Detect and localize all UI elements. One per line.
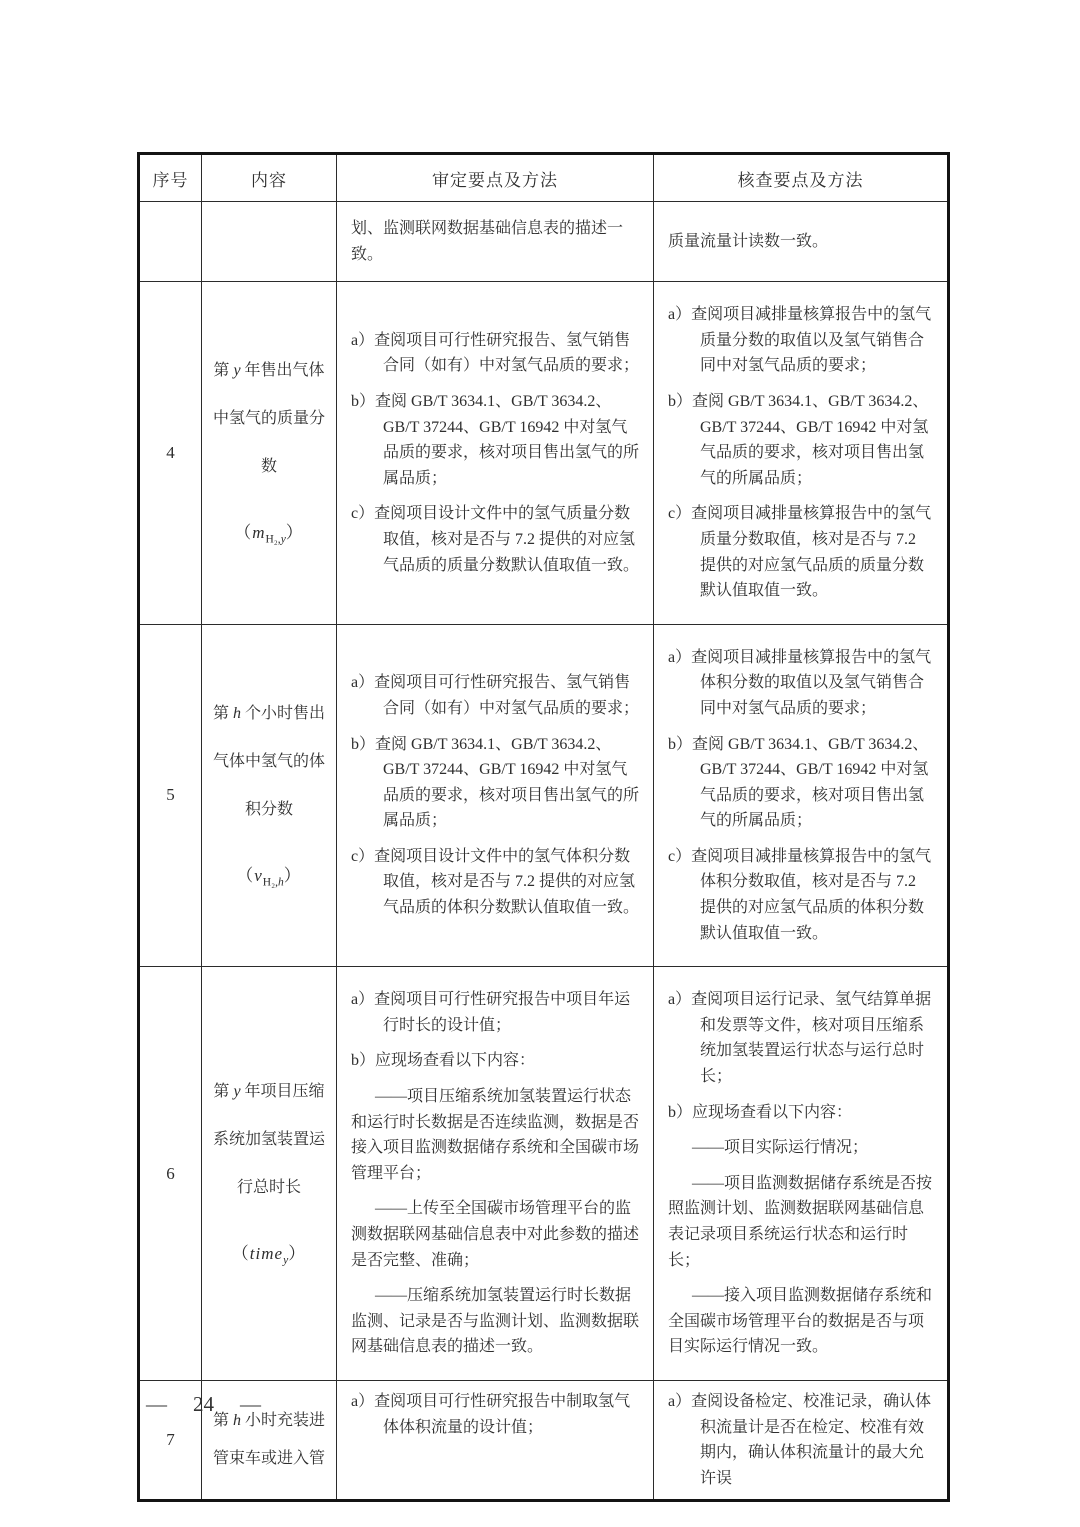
sub-list-item: ——项目实际运行情况； (692, 1139, 869, 1157)
list-item: a）查阅设备检定、校准记录，确认体积流量计是否在检定、校准有效期内，确认体积流量计的最大允许误 (668, 1392, 932, 1487)
review-verification-table (137, 152, 950, 1502)
row7-verify-cell (654, 1380, 949, 1500)
table-row-carryover (139, 202, 949, 282)
row5-symbol-formula: $(v_{H_2,h})$ (236, 865, 302, 889)
col-header-verify: 核查要点及方法 (654, 154, 949, 202)
row6-parameter-name: 第 y 年项目压缩系统加氢装置运行总时长 (212, 1083, 325, 1197)
row4-symbol-formula: $(m_{H_2,y})$ (234, 523, 304, 546)
row5-parameter-name: 第 h 个小时售出气体中氢气的体积分数 (212, 704, 326, 818)
row6-verify-cell (654, 967, 949, 1381)
carryover-no-cell (139, 202, 202, 282)
col-header-review: 审定要点及方法 (337, 154, 654, 202)
row7-parameter-name: 第 h 小时充装进管束车或进入管 (212, 1411, 326, 1468)
table-row-6 (139, 967, 949, 1381)
list-item: c）查阅项目减排量核算报告中的氢气质量分数取值，核对是否与 7.2 提供的对应氢气品质的质量分数默认值取值一致。 (668, 505, 932, 600)
table-row-5 (139, 624, 949, 967)
row5-verify-cell (654, 624, 949, 967)
row4-parameter-cell (202, 282, 337, 625)
sub-list-item: ——项目监测数据储存系统是否按照监测计划、监测数据联网基础信息表记录项目系统运行状态和运行时长； (668, 1174, 933, 1269)
list-item: c）查阅项目减排量核算报告中的氢气体积分数取值，核对是否与 7.2 提供的对应氢气品质的体积分数默认值取值一致。 (668, 847, 932, 942)
row5-parameter-cell (202, 624, 337, 967)
list-item: a）查阅项目可行性研究报告、氢气销售合同（如有）中对氢气品质的要求； (351, 331, 640, 375)
sub-list-item: ——接入项目监测数据储存系统和全国碳市场管理平台的数据是否与项目实际运行情况一致。 (668, 1287, 933, 1356)
list-item: b）应现场查看以下内容： (351, 1052, 536, 1070)
carryover-content-cell (202, 202, 337, 282)
header-row (139, 154, 949, 202)
row4-verify-cell (654, 282, 949, 625)
col-header-content: 内容 (202, 154, 337, 202)
row7-number: 7 (139, 1380, 202, 1500)
carryover-review-text: 划、监测联网数据基础信息表的描述一致。 (351, 220, 624, 263)
carryover-verify-text: 质量流量计读数一致。 (668, 232, 829, 250)
list-item: a）查阅项目可行性研究报告中项目年运行时长的设计值； (351, 991, 631, 1034)
list-item: b）查阅 GB/T 3634.1、GB/T 3634.2、GB/T 37244、GB/T 16942 中对氢气品质的要求，核对项目售出氢气的所属品质； (668, 392, 929, 487)
list-item: b）应现场查看以下内容： (668, 1103, 853, 1121)
table-row-4 (139, 282, 949, 625)
row5-number: 5 (139, 624, 202, 967)
list-item: a）查阅项目减排量核算报告中的氢气质量分数的取值以及氢气销售合同中对氢气品质的要求； (668, 306, 932, 375)
list-item: a）查阅项目可行性研究报告、氢气销售合同（如有）中对氢气品质的要求； (351, 674, 640, 717)
row5-review-cell (337, 624, 654, 967)
list-item: b）查阅 GB/T 3634.1、GB/T 3634.2、GB/T 37244、GB/T 16942 中对氢气品质的要求，核对项目售出氢气的所属品质； (351, 392, 640, 487)
list-item: b）查阅 GB/T 3634.1、GB/T 3634.2、GB/T 37244、GB/T 16942 中对氢气品质的要求，核对项目售出氢气的所属品质； (351, 735, 640, 830)
carryover-review-cell (337, 202, 654, 282)
list-item: c）查阅项目设计文件中的氢气体积分数取值，核对是否与 7.2 提供的对应氢气品质的体积分数默认值取值一致。 (351, 847, 640, 917)
row6-parameter-cell (202, 967, 337, 1381)
page-footer (146, 1392, 261, 1417)
row6-number: 6 (139, 967, 202, 1381)
page-number: 24 (193, 1392, 214, 1416)
sub-list-item: ——项目压缩系统加氢装置运行状态和运行时长数据是否连续监测，数据是否接入项目监测数据储存系统和全国碳市场管理平台； (351, 1088, 640, 1182)
list-item: a）查阅项目运行记录、氢气结算单据和发票等文件，核对项目压缩系统加氢装置运行状态与运行总时长； (668, 991, 932, 1086)
sub-list-item: ——压缩系统加氢装置运行时长数据监测、记录是否与监测计划、监测数据联网基础信息表的描述一致。 (351, 1287, 640, 1356)
list-item: a）查阅项目减排量核算报告中的氢气体积分数的取值以及氢气销售合同中对氢气品质的要求； (668, 648, 932, 717)
row4-review-cell (337, 282, 654, 625)
list-item: c）查阅项目设计文件中的氢气质量分数取值，核对是否与 7.2 提供的对应氢气品质的质量分数默认值取值一致。 (351, 505, 640, 574)
list-item: b）查阅 GB/T 3634.1、GB/T 3634.2、GB/T 37244、GB/T 16942 中对氢气品质的要求，核对项目售出氢气的所属品质； (668, 735, 929, 830)
carryover-verify-cell (654, 202, 949, 282)
list-item: a）查阅项目可行性研究报告中制取氢气体体积流量的设计值； (351, 1392, 631, 1436)
sub-list-item: ——上传至全国碳市场管理平台的监测数据联网基础信息表中对此参数的描述是否完整、准确； (351, 1200, 640, 1269)
footer-left-dash: — (146, 1392, 167, 1416)
row6-symbol-formula: （time$_y$） (231, 1244, 307, 1267)
footer-right-dash: — (240, 1392, 261, 1416)
row6-review-cell (337, 967, 654, 1381)
col-header-no: 序号 (139, 154, 202, 202)
row7-review-cell (337, 1380, 654, 1500)
row4-number: 4 (139, 282, 202, 625)
row4-parameter-name: 第 y 年售出气体中氢气的质量分数 (212, 362, 325, 476)
